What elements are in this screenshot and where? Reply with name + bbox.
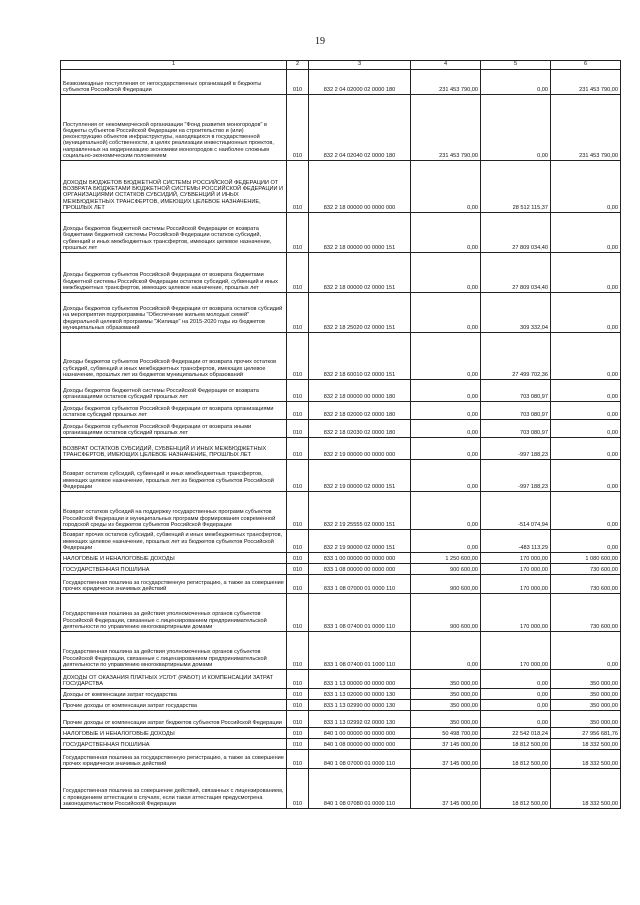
row-budget-code: 832 2 04 02040 02 0000 180 [309, 95, 411, 161]
row-name: Поступления от некоммерческой организации "Фонд развития моногородов" в бюджеты субъектов Российской Федерации на строительство и (или) реконструкцию объектов инфраструктуры, находящихся в государственной (муниципальной) собственности, в целях реализации инвестиционных проектов, направленных на модернизацию экономики моногородов с наиболее сложным социально-экономическим положением [61, 95, 287, 161]
row-line-code: 010 [287, 380, 309, 402]
row-budget-code: 832 2 04 02000 02 0000 180 [309, 70, 411, 95]
row-line-code: 010 [287, 728, 309, 739]
row-approved-amount: 0,00 [411, 380, 481, 402]
table-row [61, 460, 621, 492]
row-approved-amount: 350 000,00 [411, 670, 481, 689]
row-budget-code: 832 2 19 00000 00 0000 000 [309, 438, 411, 460]
row-approved-amount: 0,00 [411, 460, 481, 492]
row-line-code: 010 [287, 95, 309, 161]
row-approved-amount: 0,00 [411, 530, 481, 553]
row-line-code: 010 [287, 750, 309, 769]
row-executed-amount: 170 000,00 [481, 564, 551, 575]
table-row [61, 402, 621, 420]
row-executed-amount: 18 812 500,00 [481, 739, 551, 750]
row-unexecuted-amount: 350 000,00 [551, 670, 621, 689]
row-executed-amount: 18 812 500,00 [481, 750, 551, 769]
row-line-code: 010 [287, 632, 309, 670]
row-line-code: 010 [287, 564, 309, 575]
row-executed-amount: 27 809 034,40 [481, 253, 551, 293]
row-budget-code: 832 2 18 25020 02 0000 151 [309, 293, 411, 333]
row-line-code: 010 [287, 420, 309, 438]
page-number: 19 [315, 36, 325, 47]
row-executed-amount: 0,00 [481, 670, 551, 689]
row-executed-amount: 18 812 500,00 [481, 769, 551, 809]
row-approved-amount: 350 000,00 [411, 700, 481, 711]
row-executed-amount: 309 332,04 [481, 293, 551, 333]
row-executed-amount: -997 188,23 [481, 438, 551, 460]
row-unexecuted-amount: 0,00 [551, 492, 621, 530]
table-row [61, 575, 621, 594]
row-name: Доходы бюджетов субъектов Российской Федерации от возврата прочих остатков субсидий, субвенций и иных межбюджетных трансфертов, имеющих целевое назначение, прошлых лет из бюджетов муниципальных образований [61, 333, 287, 380]
row-budget-code: 832 2 19 90000 02 0000 151 [309, 530, 411, 553]
row-unexecuted-amount: 1 080 600,00 [551, 553, 621, 564]
row-approved-amount: 0,00 [411, 420, 481, 438]
row-unexecuted-amount: 0,00 [551, 293, 621, 333]
row-budget-code: 840 1 08 00000 00 0000 000 [309, 739, 411, 750]
table-row [61, 253, 621, 293]
row-approved-amount: 350 000,00 [411, 711, 481, 728]
row-executed-amount: 703 080,97 [481, 420, 551, 438]
row-name: Возврат остатков субсидий на поддержку государственных программ субъектов Российской Федерации и муниципальных программ формирования современной городской среды из бюджетов субъектов Российской Федерации [61, 492, 287, 530]
table-row [61, 689, 621, 700]
column-header: 2 [287, 61, 309, 70]
row-line-code: 010 [287, 670, 309, 689]
row-budget-code: 832 2 19 00000 02 0000 151 [309, 460, 411, 492]
row-executed-amount: 0,00 [481, 70, 551, 95]
table-row [61, 594, 621, 632]
row-line-code: 010 [287, 492, 309, 530]
row-name: Государственная пошлина за действия уполномоченных органов субъектов Российской Федерации, связанные с лицензированием предпринимательской деятельности по управлению многоквартирными домами [61, 594, 287, 632]
row-line-code: 010 [287, 689, 309, 700]
row-budget-code: 840 1 00 00000 00 0000 000 [309, 728, 411, 739]
row-budget-code: 833 1 13 02992 02 0000 130 [309, 711, 411, 728]
row-budget-code: 832 2 18 00000 00 0000 000 [309, 161, 411, 213]
row-approved-amount: 900 600,00 [411, 564, 481, 575]
row-budget-code: 832 2 18 60010 02 0000 151 [309, 333, 411, 380]
row-budget-code: 832 2 18 02030 02 0000 180 [309, 420, 411, 438]
table-row [61, 213, 621, 253]
row-line-code: 010 [287, 70, 309, 95]
row-unexecuted-amount: 0,00 [551, 161, 621, 213]
row-approved-amount: 231 453 790,00 [411, 95, 481, 161]
row-unexecuted-amount: 0,00 [551, 253, 621, 293]
row-line-code: 010 [287, 711, 309, 728]
row-unexecuted-amount: 350 000,00 [551, 700, 621, 711]
table-row [61, 700, 621, 711]
row-line-code: 010 [287, 253, 309, 293]
row-name: Доходы бюджетов бюджетной системы Российской Федерации от возврата организациями остатков субсидий прошлых лет [61, 380, 287, 402]
table-row [61, 95, 621, 161]
row-name: ГОСУДАРСТВЕННАЯ ПОШЛИНА [61, 739, 287, 750]
row-approved-amount: 0,00 [411, 402, 481, 420]
row-line-code: 010 [287, 460, 309, 492]
row-budget-code: 833 1 08 07400 01 1000 110 [309, 632, 411, 670]
row-name: НАЛОГОВЫЕ И НЕНАЛОГОВЫЕ ДОХОДЫ [61, 553, 287, 564]
row-executed-amount: 0,00 [481, 711, 551, 728]
row-budget-code: 840 1 08 07080 01 0000 110 [309, 769, 411, 809]
row-budget-code: 832 2 19 25555 02 0000 151 [309, 492, 411, 530]
row-name: Доходы бюджетов бюджетной системы Российской Федерации от возврата бюджетами бюджетной системы Российской Федерации остатков субсидий, субвенций и иных межбюджетных трансфертов, имеющих целевое назначение, прошлых лет [61, 213, 287, 253]
row-unexecuted-amount: 0,00 [551, 460, 621, 492]
table-row [61, 420, 621, 438]
row-name: Государственная пошлина за государственную регистрацию, а также за совершение прочих юридически значимых действий [61, 750, 287, 769]
row-budget-code: 832 2 18 00000 02 0000 151 [309, 253, 411, 293]
row-name: ДОХОДЫ ОТ ОКАЗАНИЯ ПЛАТНЫХ УСЛУГ (РАБОТ) И КОМПЕНСАЦИИ ЗАТРАТ ГОСУДАРСТВА [61, 670, 287, 689]
row-budget-code: 840 1 08 07000 01 0000 110 [309, 750, 411, 769]
row-approved-amount: 50 498 700,00 [411, 728, 481, 739]
row-line-code: 010 [287, 553, 309, 564]
row-executed-amount: 0,00 [481, 689, 551, 700]
row-approved-amount: 0,00 [411, 253, 481, 293]
row-unexecuted-amount: 0,00 [551, 438, 621, 460]
row-line-code: 010 [287, 438, 309, 460]
row-approved-amount: 0,00 [411, 632, 481, 670]
table-row [61, 530, 621, 553]
row-name: НАЛОГОВЫЕ И НЕНАЛОГОВЫЕ ДОХОДЫ [61, 728, 287, 739]
table-row [61, 711, 621, 728]
table-row [61, 380, 621, 402]
row-unexecuted-amount: 0,00 [551, 380, 621, 402]
row-approved-amount: 900 600,00 [411, 594, 481, 632]
row-executed-amount: 170 000,00 [481, 594, 551, 632]
row-name: Возврат прочих остатков субсидий, субвенций и иных межбюджетных трансфертов, имеющих целевое назначение, прошлых лет из бюджетов субъектов Российской Федерации [61, 530, 287, 553]
row-name: Безвозмездные поступления от негосударственных организаций в бюджеты субъектов Российской Федерации [61, 70, 287, 95]
row-approved-amount: 37 145 000,00 [411, 750, 481, 769]
row-name: Прочие доходы от компенсации затрат бюджетов субъектов Российской Федерации [61, 711, 287, 728]
row-name: Прочие доходы от компенсации затрат государства [61, 700, 287, 711]
row-line-code: 010 [287, 769, 309, 809]
row-approved-amount: 0,00 [411, 492, 481, 530]
row-approved-amount: 37 145 000,00 [411, 769, 481, 809]
row-executed-amount: 27 809 034,40 [481, 213, 551, 253]
row-name: Доходы бюджетов субъектов Российской Федерации от возврата иными организациями остатков субсидий прошлых лет [61, 420, 287, 438]
row-unexecuted-amount: 27 956 681,76 [551, 728, 621, 739]
table-header-row [61, 61, 621, 70]
row-executed-amount: 0,00 [481, 95, 551, 161]
row-line-code: 010 [287, 161, 309, 213]
row-line-code: 010 [287, 575, 309, 594]
table-row [61, 161, 621, 213]
row-unexecuted-amount: 0,00 [551, 420, 621, 438]
row-approved-amount: 0,00 [411, 161, 481, 213]
row-executed-amount: 28 512 115,37 [481, 161, 551, 213]
row-unexecuted-amount: 231 453 790,00 [551, 95, 621, 161]
row-name: Доходы бюджетов субъектов Российской Федерации от возврата бюджетами бюджетной системы Российской Федерации остатков субсидий, субвенций и иных межбюджетных трансфертов, имеющих целевое назначение, прошлых лет [61, 253, 287, 293]
row-executed-amount: -997 188,23 [481, 460, 551, 492]
row-line-code: 010 [287, 530, 309, 553]
row-unexecuted-amount: 0,00 [551, 530, 621, 553]
row-approved-amount: 0,00 [411, 293, 481, 333]
row-approved-amount: 231 453 790,00 [411, 70, 481, 95]
row-executed-amount: 22 542 018,24 [481, 728, 551, 739]
row-budget-code: 832 2 18 00000 00 0000 180 [309, 380, 411, 402]
row-budget-code: 832 2 18 02000 02 0000 180 [309, 402, 411, 420]
table-row [61, 564, 621, 575]
row-budget-code: 832 2 18 00000 00 0000 151 [309, 213, 411, 253]
row-unexecuted-amount: 0,00 [551, 632, 621, 670]
row-approved-amount: 1 250 600,00 [411, 553, 481, 564]
row-line-code: 010 [287, 739, 309, 750]
row-executed-amount: 170 000,00 [481, 632, 551, 670]
table-row [61, 739, 621, 750]
row-unexecuted-amount: 0,00 [551, 333, 621, 380]
row-executed-amount: 170 000,00 [481, 575, 551, 594]
row-executed-amount: 703 080,97 [481, 402, 551, 420]
table-body [61, 61, 621, 809]
row-line-code: 010 [287, 293, 309, 333]
row-line-code: 010 [287, 402, 309, 420]
row-unexecuted-amount: 350 000,00 [551, 689, 621, 700]
revenue-table [60, 60, 621, 809]
row-name: Государственная пошлина за действия уполномоченных органов субъектов Российской Федерации, связанные с лицензированием предпринимательской деятельности по управлению многоквартирными домами [61, 632, 287, 670]
row-budget-code: 833 1 13 02000 00 0000 130 [309, 689, 411, 700]
row-budget-code: 833 1 08 07000 01 0000 110 [309, 575, 411, 594]
row-approved-amount: 37 145 000,00 [411, 739, 481, 750]
row-name: Доходы бюджетов субъектов Российской Федерации от возврата остатков субсидий на мероприятия подпрограммы "Обеспечение жильем молодых семей" федеральной целевой программы "Жилище" на 2015-2020 годы из бюджетов муниципальных образований [61, 293, 287, 333]
column-header: 4 [411, 61, 481, 70]
row-unexecuted-amount: 231 453 790,00 [551, 70, 621, 95]
row-name: ВОЗВРАТ ОСТАТКОВ СУБСИДИЙ, СУБВЕНЦИЙ И ИНЫХ МЕЖБЮДЖЕТНЫХ ТРАНСФЕРТОВ, ИМЕЮЩИХ ЦЕЛЕВОЕ НАЗНАЧЕНИЕ, ПРОШЛЫХ ЛЕТ [61, 438, 287, 460]
row-executed-amount: 27 499 702,36 [481, 333, 551, 380]
row-approved-amount: 900 600,00 [411, 575, 481, 594]
row-approved-amount: 0,00 [411, 438, 481, 460]
row-line-code: 010 [287, 594, 309, 632]
table-row [61, 670, 621, 689]
table-row [61, 438, 621, 460]
row-executed-amount: 703 080,97 [481, 380, 551, 402]
row-unexecuted-amount: 0,00 [551, 213, 621, 253]
row-line-code: 010 [287, 213, 309, 253]
table-row [61, 632, 621, 670]
table-row [61, 492, 621, 530]
row-budget-code: 833 1 13 00000 00 0000 000 [309, 670, 411, 689]
row-name: Государственная пошлина за государственную регистрацию, а также за совершение прочих юридически значимых действий [61, 575, 287, 594]
row-unexecuted-amount: 350 000,00 [551, 711, 621, 728]
row-executed-amount: -514 074,94 [481, 492, 551, 530]
row-name: Доходы от компенсации затрат государства [61, 689, 287, 700]
table-row [61, 750, 621, 769]
row-unexecuted-amount: 730 600,00 [551, 564, 621, 575]
row-budget-code: 833 1 08 00000 00 0000 000 [309, 564, 411, 575]
row-executed-amount: 170 000,00 [481, 553, 551, 564]
row-budget-code: 833 1 13 02990 00 0000 130 [309, 700, 411, 711]
column-header: 6 [551, 61, 621, 70]
row-budget-code: 833 1 00 00000 00 0000 000 [309, 553, 411, 564]
row-unexecuted-amount: 730 600,00 [551, 575, 621, 594]
row-unexecuted-amount: 18 332 500,00 [551, 769, 621, 809]
row-unexecuted-amount: 0,00 [551, 402, 621, 420]
table-row [61, 553, 621, 564]
row-unexecuted-amount: 730 600,00 [551, 594, 621, 632]
row-line-code: 010 [287, 700, 309, 711]
row-approved-amount: 0,00 [411, 333, 481, 380]
row-name: Возврат остатков субсидий, субвенций и иных межбюджетных трансфертов, имеющих целевое назначение, прошлых лет из бюджетов субъектов Российской Федерации [61, 460, 287, 492]
table-row [61, 728, 621, 739]
column-header: 3 [309, 61, 411, 70]
row-approved-amount: 0,00 [411, 213, 481, 253]
row-line-code: 010 [287, 333, 309, 380]
column-header: 1 [61, 61, 287, 70]
row-unexecuted-amount: 18 332 500,00 [551, 750, 621, 769]
table-row [61, 333, 621, 380]
row-name: ДОХОДЫ БЮДЖЕТОВ БЮДЖЕТНОЙ СИСТЕМЫ РОССИЙСКОЙ ФЕДЕРАЦИИ ОТ ВОЗВРАТА БЮДЖЕТАМИ БЮДЖЕТНОЙ СИСТЕМЫ РОССИЙСКОЙ ФЕДЕРАЦИИ И ОРГАНИЗАЦИЯМИ ОСТАТКОВ СУБСИДИЙ, СУБВЕНЦИЙ И ИНЫХ МЕЖБЮДЖЕТНЫХ ТРАНСФЕРТОВ, ИМЕЮЩИХ ЦЕЛЕВОЕ НАЗНАЧЕНИЕ, ПРОШЛЫХ ЛЕТ [61, 161, 287, 213]
row-executed-amount: 0,00 [481, 700, 551, 711]
table-row [61, 293, 621, 333]
table-row [61, 769, 621, 809]
table-row [61, 70, 621, 95]
row-name: Доходы бюджетов субъектов Российской Федерации от возврата организациями остатков субсидий прошлых лет [61, 402, 287, 420]
row-name: Государственная пошлина за совершение действий, связанных с лицензированием, с проведением аттестации в случаях, если такая аттестация предусмотрена законодательством Российской Федерации [61, 769, 287, 809]
row-name: ГОСУДАРСТВЕННАЯ ПОШЛИНА [61, 564, 287, 575]
row-budget-code: 833 1 08 07400 01 0000 110 [309, 594, 411, 632]
column-header: 5 [481, 61, 551, 70]
row-approved-amount: 350 000,00 [411, 689, 481, 700]
row-unexecuted-amount: 18 332 500,00 [551, 739, 621, 750]
row-executed-amount: -483 113,29 [481, 530, 551, 553]
